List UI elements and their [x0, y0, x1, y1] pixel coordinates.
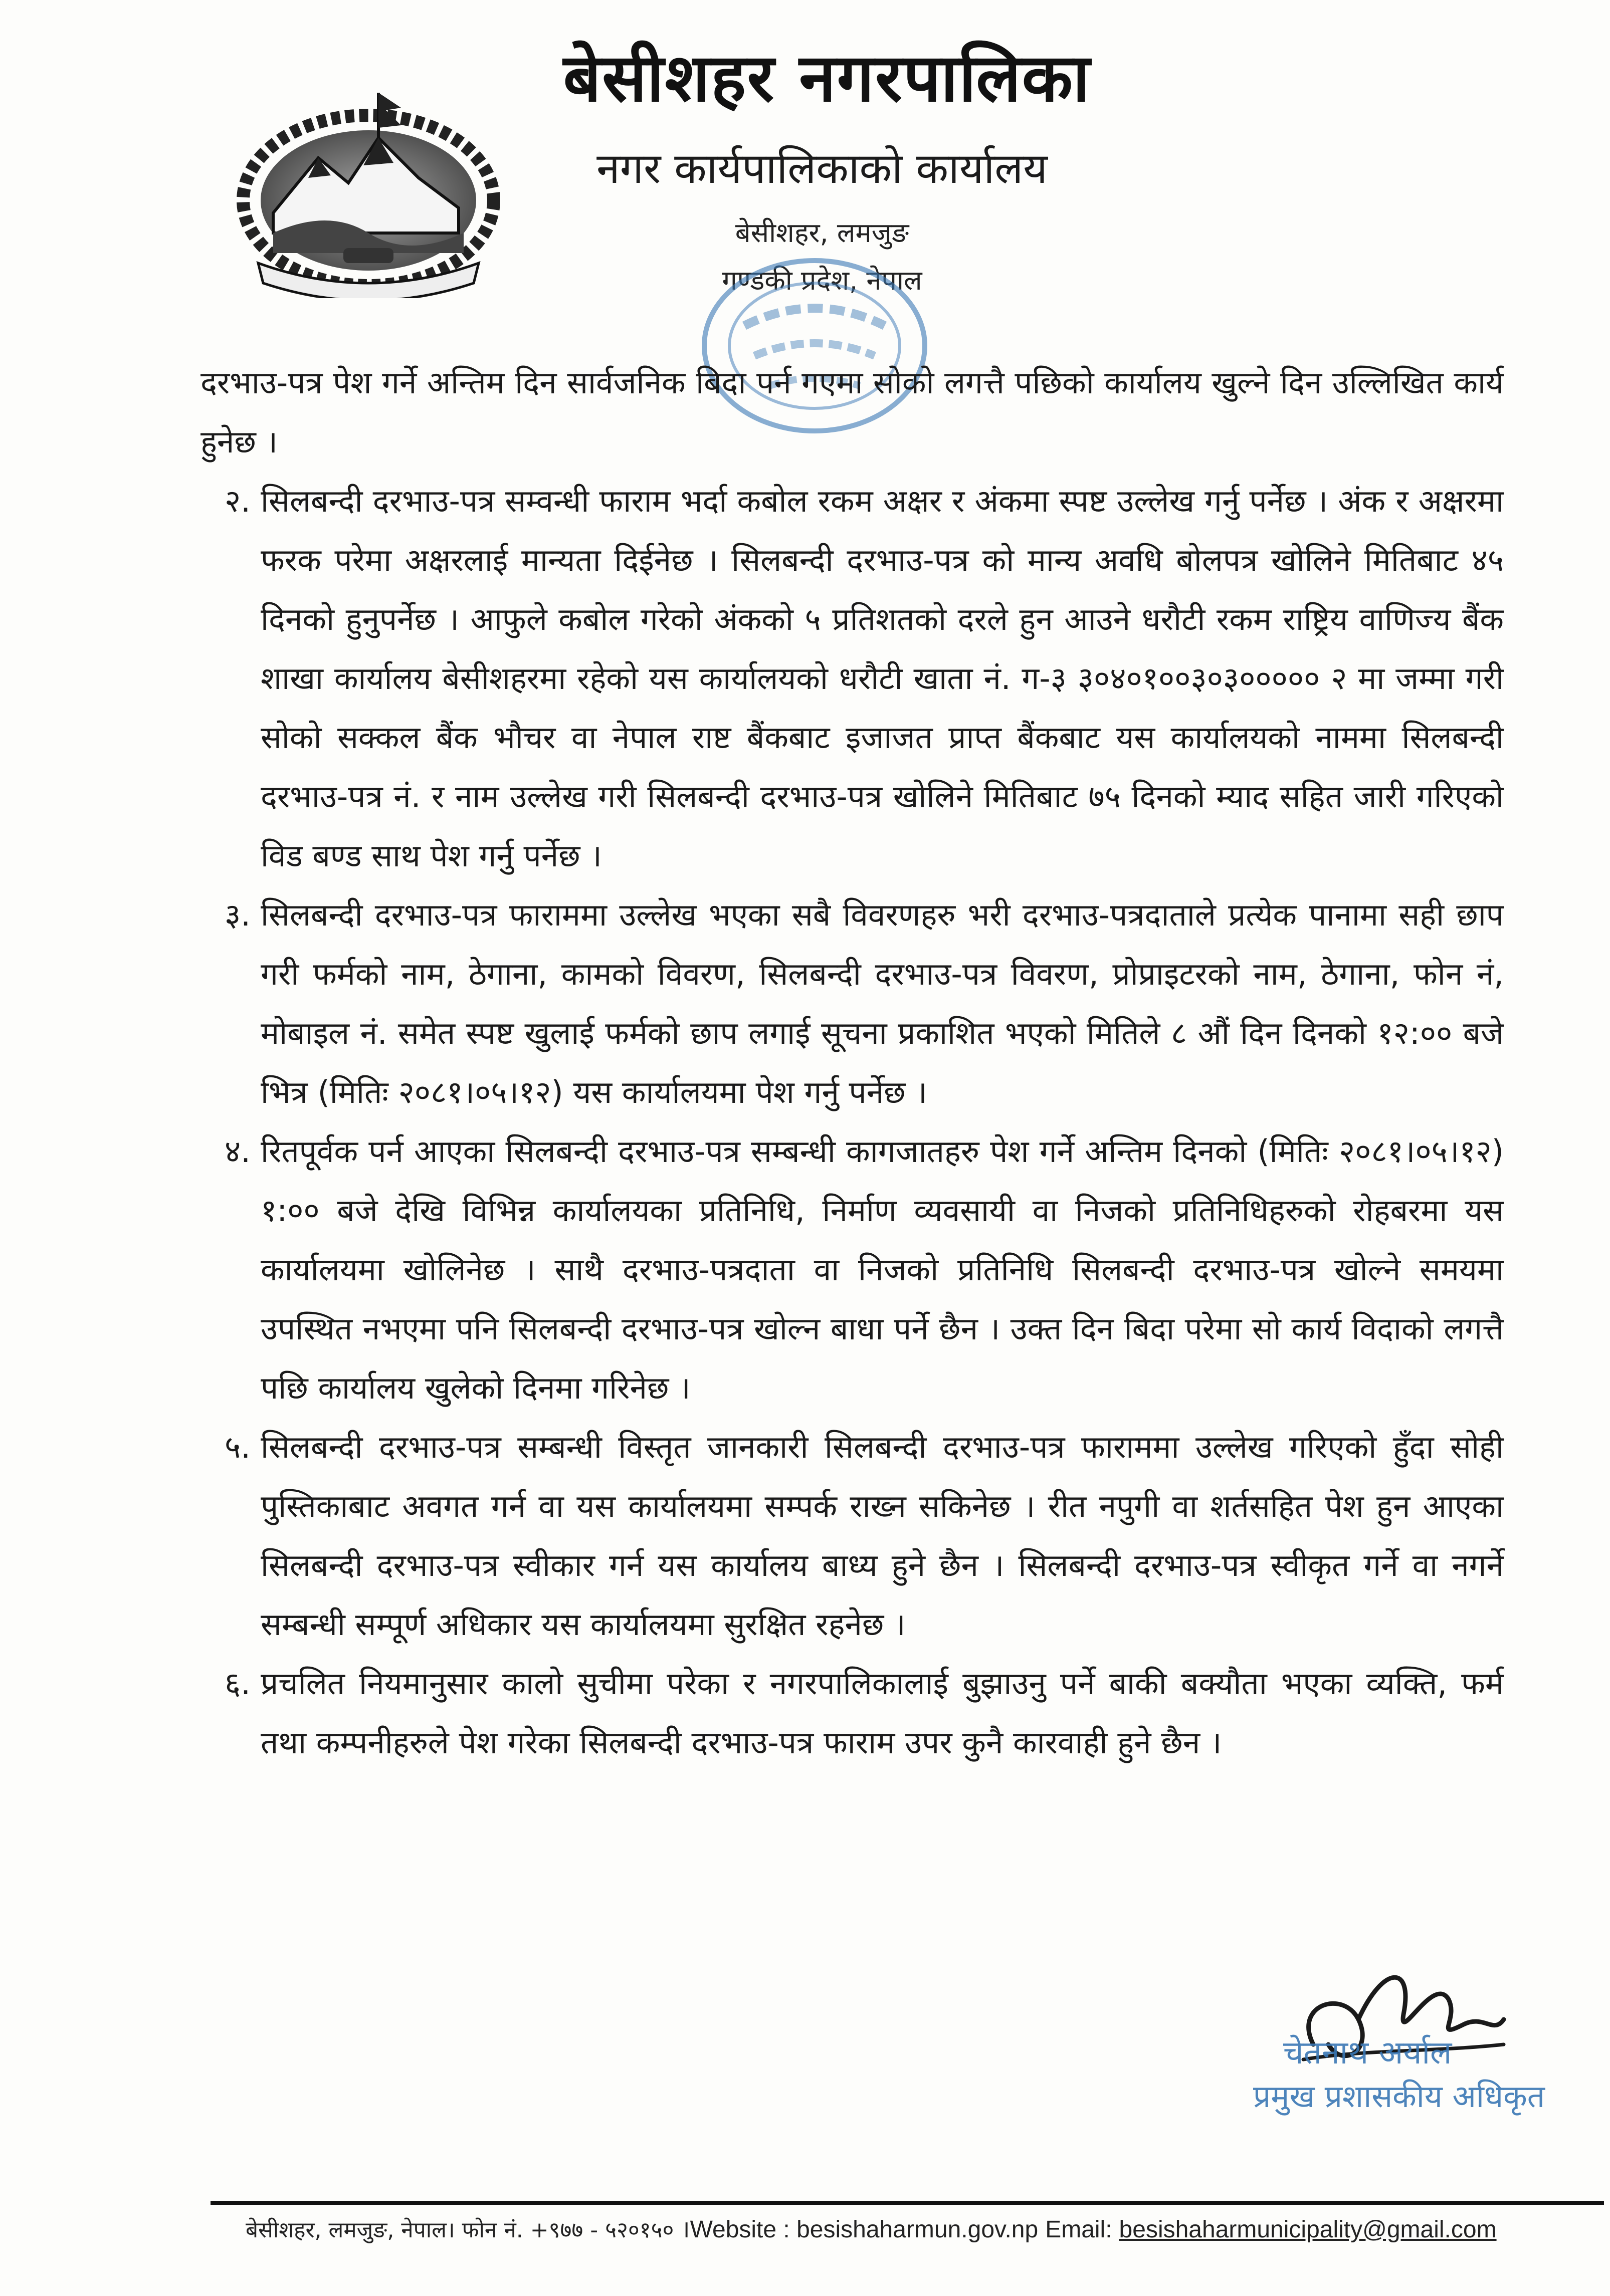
footer-email-link[interactable]: besishaharmunicipality@gmail.com: [1119, 2216, 1497, 2243]
nepal-emblem-icon: [228, 83, 509, 298]
item-number: २.: [225, 483, 251, 519]
list-item: [200, 1122, 1504, 1418]
item-number: ४.: [225, 1133, 251, 1170]
item-text: सिलबन्दी दरभाउ-पत्र फाराममा उल्लेख भएका सबै विवरणहरु भरी दरभाउ-पत्रदाताले प्रत्येक पानामा सही छाप गरी फर्मको नाम, ठेगाना, कामको विवरण, सिलबन्दी दरभाउ-पत्र विवरण, प्रोप्राइटरको नाम, ठेगाना, फोन नं, मोबाइल नं. समेत स्पष्ट खुलाई फर्मको छाप लगाई सूचना प्रकाशित भएको मितिले ८ औं दिन दिनको १२:०० बजे भित्र (मितिः २०८१।०५।१२) यस कार्यालयमा पेश गर्नु पर्नेछ ।: [261, 896, 1504, 1110]
item-text: सिलबन्दी दरभाउ-पत्र सम्बन्धी विस्तृत जानकारी सिलबन्दी दरभाउ-पत्र फाराममा उल्लेख गरिएको हुँदा सोही पुस्तिकाबाट अवगत गर्न वा यस कार्यालयमा सम्पर्क राख्न सकिनेछ । रीत नपुगी वा शर्तसहित पेश हुन आएका सिलबन्दी दरभाउ-पत्र स्वीकार गर्न यस कार्यालय बाध्य हुने छैन । सिलबन्दी दरभाउ-पत्र स्वीकृत गर्ने वा नगर्ने सम्बन्धी सम्पूर्ण अधिकार यस कार्यालयमा सुरक्षित रहनेछ ।: [261, 1429, 1504, 1643]
item-text: प्रचलित नियमानुसार कालो सुचीमा परेका र नगरपालिकालाई बुझाउनु पर्ने बाकी बक्यौता भएका व्यक्ति, फर्म तथा कम्पनीहरुले पेश गरेका सिलबन्दी दरभाउ-पत्र फाराम उपर कुनै कारवाही हुने छैन ।: [261, 1665, 1504, 1761]
list-item: [200, 1654, 1504, 1772]
intro-paragraph: दरभाउ-पत्र पेश गर्ने अन्तिम दिन सार्वजनिक बिदा पर्न गएमा सोको लगत्तै पछिको कार्यालय खुल्ने दिन उल्लिखित कार्य हुनेछ ।: [200, 364, 1504, 460]
list-item: [200, 1418, 1504, 1654]
office-name: नगर कार्यपालिकाको कार्यालय: [596, 144, 1048, 193]
organization-name: बेसीशहर नगरपालिका: [563, 39, 1091, 117]
address-line-1: बेसीशहर, लमजुङ: [735, 217, 909, 249]
list-item: [200, 885, 1504, 1122]
item-number: ६.: [225, 1665, 251, 1702]
footer-email-label: Email:: [1045, 2216, 1112, 2243]
item-text: रितपूर्वक पर्न आएका सिलबन्दी दरभाउ-पत्र सम्बन्धी कागजातहरु पेश गर्ने अन्तिम दिनको (मितिः २०८१।०५।१२) १:०० बजे देखि विभिन्न कार्यालयका प्रतिनिधि, निर्माण व्यवसायी वा निजको प्रतिनिधिहरुको रोहबरमा यस कार्यालयमा खोलिनेछ । साथै दरभाउ-पत्रदाता वा निजको प्रतिनिधि सिलबन्दी दरभाउ-पत्र खोल्ने समयमा उपस्थित नभएमा पनि सिलबन्दी दरभाउ-पत्र खोल्न बाधा पर्ने छैन । उक्त दिन बिदा परेमा सो कार्य विदाको लगत्तै पछि कार्यालय खुलेको दिनमा गरिनेछ ।: [261, 1133, 1504, 1406]
footer-address-phone: बेसीशहर, लमजुङ, नेपाल। फोन नं. +९७७ - ५२०१५०: [246, 2217, 674, 2243]
item-number: ५.: [225, 1429, 251, 1465]
footer: [246, 2212, 1574, 2245]
item-text: सिलबन्दी दरभाउ-पत्र सम्वन्धी फाराम भर्दा कबोल रकम अक्षर र अंकमा स्पष्ट उल्लेख गर्नु पर्नेछ । अंक र अक्षरमा फरक परेमा अक्षरलाई मान्यता दिईनेछ । सिलबन्दी दरभाउ-पत्र को मान्य अवधि बोलपत्र खोलिने मितिबाट ४५ दिनको हुनुपर्नेछ । आफुले कबोल गरेको अंकको ५ प्रतिशतको दरले हुन आउने धरौटी रकम राष्ट्रिय वाणिज्य बैंक शाखा कार्यालय बेसीशहरमा रहेको यस कार्यालयको धरौटी खाता नं. ग-३ ३०४०१००३०३००००० २ मा जम्मा गरी सोको सक्कल बैंक भौचर वा नेपाल राष्ट बैंकबाट इजाजत प्राप्त बैंकबाट यस कार्यालयको नाममा सिलबन्दी दरभाउ-पत्र नं. र नाम उल्लेख गरी सिलबन्दी दरभाउ-पत्र खोलिने मितिबाट ७५ दिनको म्याद सहित जारी गरिएको विड बण्ड साथ पेश गर्नु पर्नेछ ।: [261, 483, 1504, 874]
notice-body: [200, 353, 1504, 1772]
signatory-name: चेतनाथ अर्याल: [1283, 2034, 1452, 2072]
footer-website: ।Website : besishaharmun.gov.np: [681, 2216, 1039, 2243]
signatory-title: प्रमुख प्रशासकीय अधिकृत: [1253, 2078, 1545, 2115]
list-item: [200, 472, 1504, 885]
item-number: ३.: [225, 896, 251, 933]
footer-divider: [211, 2201, 1604, 2205]
address-line-2: गण्डकी प्रदेश, नेपाल: [722, 265, 922, 296]
